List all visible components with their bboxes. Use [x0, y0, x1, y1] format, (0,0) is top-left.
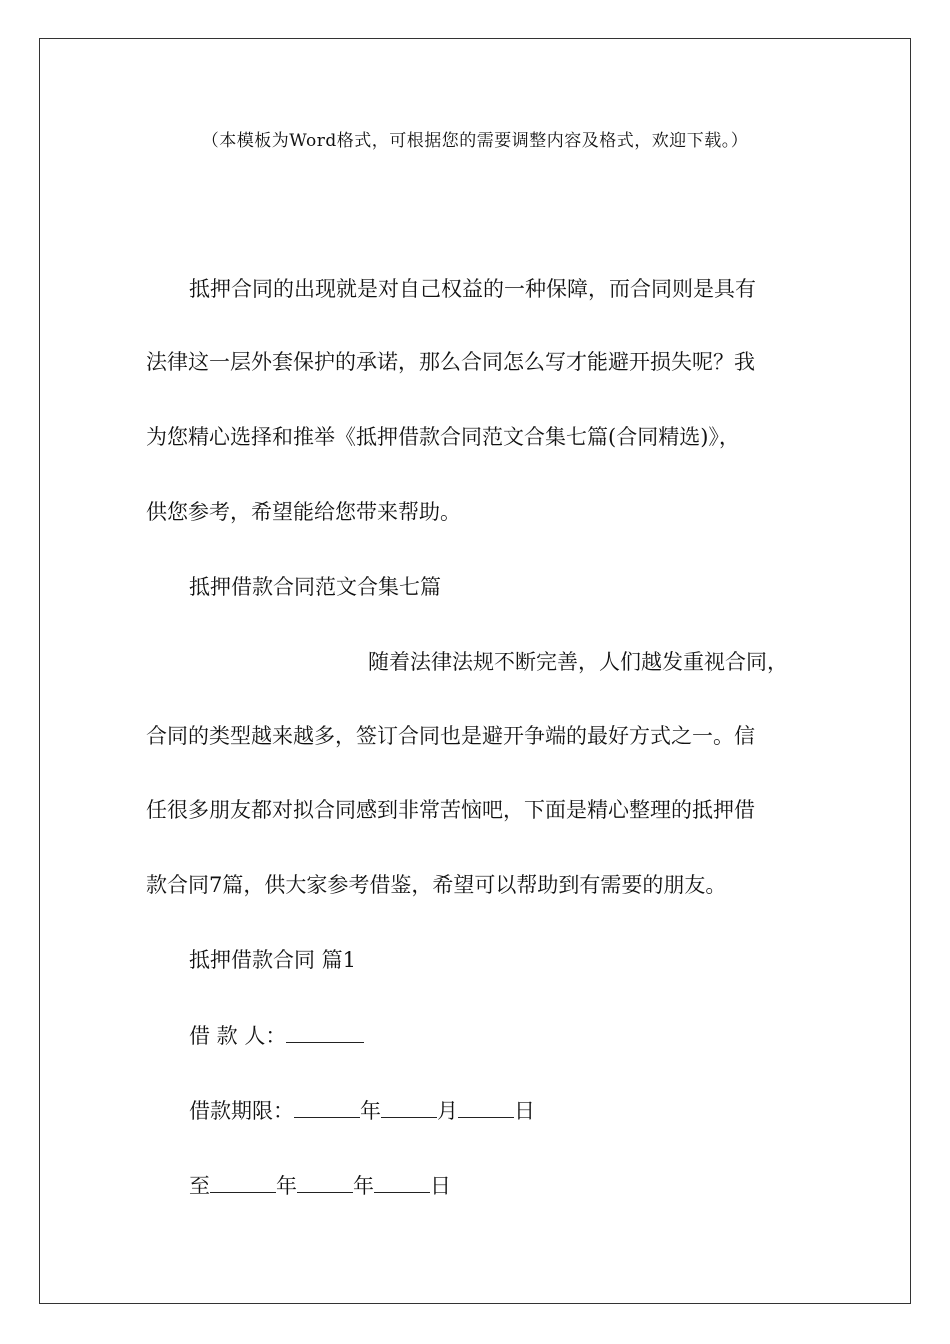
- end-second-label: 年: [353, 1174, 374, 1198]
- intro-line-4: 供您参考，希望能给您带来帮助。: [146, 500, 461, 524]
- body-line-4: 款合同7篇，供大家参考借鉴，希望可以帮助到有需要的朋友。: [146, 873, 727, 897]
- intro-line-1: 抵押合同的出现就是对自己权益的一种保障，而合同则是具有: [189, 277, 756, 301]
- start-year-blank: [294, 1099, 360, 1118]
- body-line-2: 合同的类型越来越多，签订合同也是避开争端的最好方式之一。信: [146, 724, 755, 748]
- to-label: 至: [189, 1174, 210, 1198]
- intro-line-2: 法律这一层外套保护的承诺，那么合同怎么写才能避开损失呢？我: [146, 350, 755, 374]
- end-year-blank: [210, 1174, 276, 1193]
- body-line-3: 任很多朋友都对拟合同感到非常苦恼吧，下面是精心整理的抵押借: [146, 798, 755, 822]
- intro-line-3: 为您精心选择和推举《抵押借款合同范文合集七篇(合同精选)》，: [146, 425, 740, 449]
- start-month-blank: [381, 1099, 437, 1118]
- term-end-row: [189, 1174, 451, 1197]
- term-start-row: [189, 1099, 535, 1122]
- start-day-label: 日: [514, 1099, 535, 1123]
- start-year-label: 年: [360, 1099, 381, 1123]
- borrower-blank: [286, 1024, 364, 1043]
- borrower-row: [189, 1024, 364, 1047]
- end-day-blank: [374, 1174, 430, 1193]
- template-note: （本模板为Word格式，可根据您的需要调整内容及格式，欢迎下载。）: [201, 131, 749, 151]
- end-second-blank: [297, 1174, 353, 1193]
- term-label: 借款期限：: [189, 1099, 294, 1123]
- start-month-label: 月: [437, 1099, 458, 1123]
- end-day-label: 日: [430, 1174, 451, 1198]
- contract-title: 抵押借款合同 篇1: [189, 948, 357, 972]
- end-year-label: 年: [276, 1174, 297, 1198]
- start-day-blank: [458, 1099, 514, 1118]
- body-line-1: 随着法律法规不断完善，人们越发重视合同，: [368, 650, 788, 674]
- borrower-label: 借 款 人：: [189, 1024, 287, 1048]
- section-title: 抵押借款合同范文合集七篇: [189, 575, 441, 599]
